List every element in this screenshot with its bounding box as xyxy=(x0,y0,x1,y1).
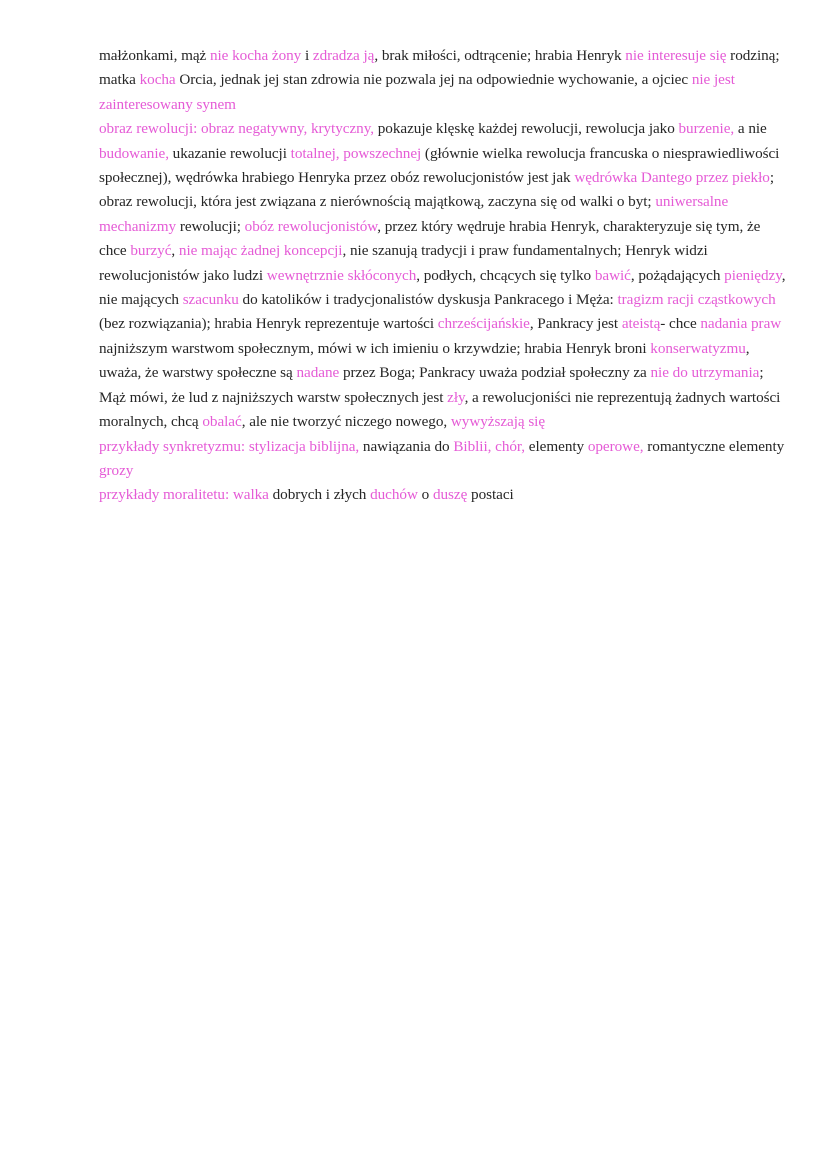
text-segment: Orcia, jednak jej stan zdrowia nie pozwala jej na odpowiednie wychowanie, a ojciec xyxy=(175,71,692,89)
highlighted-phrase: nie do utrzymania xyxy=(650,364,760,382)
text-segment: ; obraz rewolucji, która jest związana z nierównością majątkową, zaczyna się od walki o byt; xyxy=(99,169,774,211)
text-segment: ukazanie rewolucji xyxy=(168,144,291,162)
highlighted-phrase: uniwersalne mechanizmy xyxy=(99,193,729,235)
highlighted-phrase: wewnętrznie skłóconych xyxy=(266,266,417,284)
highlighted-phrase: wędrówka Dantego przez piekło xyxy=(574,169,770,187)
text-segment: , uważa, że warstwy społeczne są xyxy=(99,339,750,382)
text-segment: , pożądających xyxy=(630,266,725,284)
text-segment: , nie szanują tradycji i praw fundamentalnych; Henryk widzi rewolucjonistów jako ludzi xyxy=(99,242,708,284)
highlighted-phrase: chrześcijańskie xyxy=(437,315,530,333)
text-segment: nawiązania do xyxy=(359,437,454,455)
highlighted-phrase: obalać xyxy=(202,413,242,431)
highlighted-phrase: nadane xyxy=(296,364,340,382)
highlighted-phrase: zdradza ją xyxy=(312,47,375,64)
text-segment: elementy xyxy=(525,437,588,455)
text-segment: ; Mąż mówi, że lud z najniższych warstw społecznych jest xyxy=(99,364,764,406)
paragraph-revolution xyxy=(99,117,789,434)
highlighted-phrase: obóz rewolucjonistów xyxy=(244,217,378,235)
highlighted-phrase: operowe, xyxy=(587,437,644,455)
highlighted-phrase: zły xyxy=(447,388,465,406)
highlighted-phrase: nie kocha żony xyxy=(209,47,302,64)
highlighted-phrase: burzenie, xyxy=(678,120,735,138)
highlighted-phrase: bawić xyxy=(594,266,631,284)
highlighted-phrase: tragizm racji cząstkowych xyxy=(617,291,776,309)
highlighted-phrase: wywyższają się xyxy=(450,413,546,431)
text-segment: , ale nie tworzyć niczego nowego, xyxy=(241,413,451,431)
text-segment: , brak miłości, odtrącenie; hrabia Henryk xyxy=(374,47,626,64)
text-segment: (bez rozwiązania); hrabia Henryk reprezentuje wartości xyxy=(99,315,438,333)
text-segment: , podłych, chcących się tylko xyxy=(416,266,595,284)
text-segment: pokazuje klęskę każdej rewolucji, rewolucja jako xyxy=(374,120,679,138)
text-segment: romantyczne elementy xyxy=(643,437,785,455)
text-segment: , xyxy=(171,242,179,260)
paragraph-morality xyxy=(99,483,789,507)
highlighted-phrase: ateistą xyxy=(621,315,661,333)
paragraph-marriage xyxy=(99,44,789,117)
document-page xyxy=(99,44,789,508)
text-segment: małżonkami, mąż xyxy=(99,47,210,64)
text-segment: do katolików i tradycjonalistów dyskusja Pankracego i Męża: xyxy=(238,291,618,309)
text-segment: a nie xyxy=(734,120,767,138)
highlighted-phrase: przykłady synkretyzmu: stylizacja biblijna, xyxy=(99,437,360,455)
highlighted-phrase: nie interesuje się xyxy=(625,47,727,64)
text-segment: , a rewolucjoniści nie reprezentują żadnych wartości moralnych, chcą xyxy=(99,388,781,431)
text-segment: (głównie wielka rewolucja francuska o niesprawiedliwości społecznej), wędrówka hrabiego Henryka przez obóz rewolucjonistów jest jak xyxy=(99,144,780,187)
paragraph-syncretism xyxy=(99,435,789,484)
highlighted-phrase: konserwatyzmu xyxy=(650,339,746,357)
highlighted-phrase: totalnej, powszechnej xyxy=(290,144,422,162)
text-segment: - chce xyxy=(660,315,701,333)
text-segment: , Pankracy jest xyxy=(529,315,622,333)
highlighted-phrase: budowanie, xyxy=(99,144,169,162)
highlighted-phrase: burzyć xyxy=(130,242,172,260)
highlighted-phrase: kocha xyxy=(139,71,176,89)
highlighted-phrase: duszę xyxy=(432,486,468,504)
text-segment: rodziną; matka xyxy=(99,47,780,89)
text-segment: przez Boga; Pankracy uważa podział społeczny za xyxy=(339,364,651,382)
text-segment: i xyxy=(301,47,313,64)
text-segment: , nie mających xyxy=(99,266,786,309)
text-segment: dobrych i złych xyxy=(268,486,371,504)
highlighted-phrase: przykłady moralitetu: walka xyxy=(99,486,269,504)
text-segment: najniższym warstwom społecznym, mówi w ich imieniu o krzywdzie; hrabia Henryk broni xyxy=(99,339,651,357)
highlighted-phrase: pieniędzy xyxy=(724,266,782,284)
highlighted-phrase: nie jest zainteresowany synem xyxy=(99,71,735,113)
highlighted-phrase: duchów xyxy=(370,486,418,504)
highlighted-phrase: grozy xyxy=(99,461,134,479)
text-segment: postaci xyxy=(467,486,514,504)
text-segment: o xyxy=(417,486,433,504)
highlighted-phrase: nadania praw xyxy=(700,315,782,333)
highlighted-phrase: obraz rewolucji: obraz negatywny, krytyczny, xyxy=(99,120,375,138)
text-segment: , przez który wędruje hrabia Henryk, charakteryzuje się tym, że chce xyxy=(99,217,761,260)
highlighted-phrase: Biblii, chór, xyxy=(453,437,526,455)
text-segment: rewolucji; xyxy=(176,217,245,235)
highlighted-phrase: nie mając żadnej koncepcji xyxy=(178,242,343,260)
highlighted-phrase: szacunku xyxy=(182,291,239,309)
